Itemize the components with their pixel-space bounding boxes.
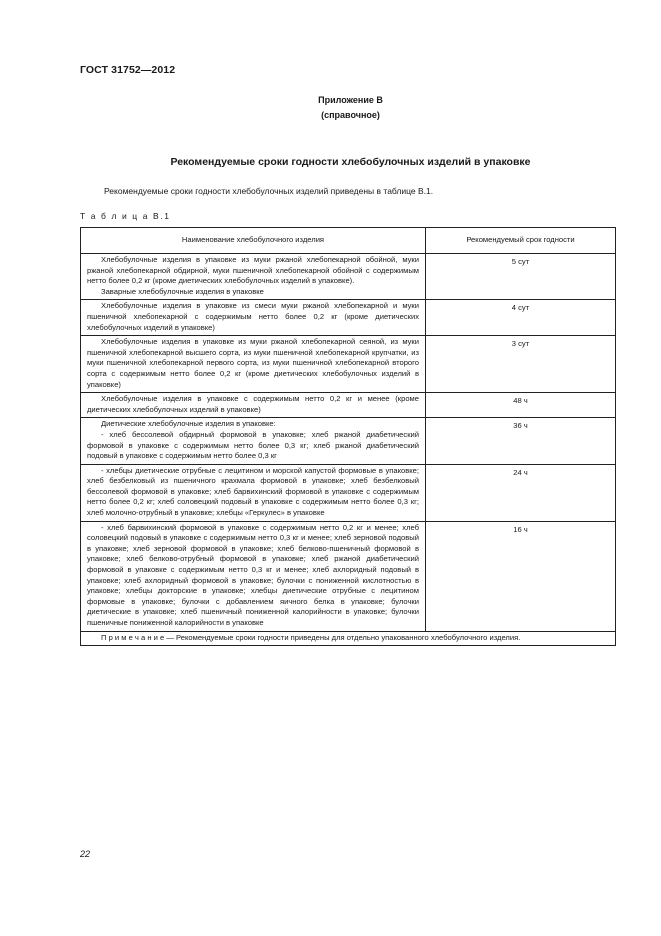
product-name-extra-text: Заварные хлебобулочные изделия в упаковке — [101, 286, 264, 296]
table-header-row — [81, 228, 616, 254]
shelf-life-cell: 24 ч — [426, 464, 616, 521]
product-name-cell — [81, 418, 426, 464]
section-title: Рекомендуемые сроки годности хлебобулочных изделий в упаковке — [170, 156, 531, 168]
document-code: ГОСТ 31752—2012 — [80, 64, 176, 76]
shelf-life-cell: 5 сут — [426, 254, 616, 300]
page-number: 22 — [80, 849, 91, 859]
product-name-cell: Хлебобулочные изделия в упаковке из смеси муки ржаной хлебопекарной и муки пшеничной хлебопекарной с содержимым нетто более 0,2 кг (кроме диетических хлебобулочных изделий в упаковке) — [81, 300, 426, 336]
product-name-cell — [81, 254, 426, 300]
annex-subtitle: (справочное) — [321, 110, 380, 120]
product-name-cell: - хлебцы диетические отрубные с лецитином и морской капустой формовые в упаковке; хлеб безбелковый из пшеничного крахмала формовой в упаковке; хлеб безбелковый бессолевой формовой в упаковке; хлеб барвихинский формовой в упаковке с содержимым нетто более 0,2 кг; хлеб соловецкий подовый в упаковке с содержимым нетто более 0,3 кг; хлеб молочно-отрубный в упаковке; хлебцы «Геркулес» в упаковке — [81, 464, 426, 521]
product-name-cell: Хлебобулочные изделия в упаковке из муки ржаной хлебопекарной сеяной, из муки пшеничной хлебопекарной высшего сорта, из муки пшеничной хлебопекарной крупчатки, из муки пшеничной хлебопекарной первого сорта, из муки пшеничной хлебопекарной второго сорта с содержимым нетто более 0,2 кг (кроме диетических хлебобулочных изделий в упаковке) — [81, 336, 426, 393]
annex-title: Приложение В — [318, 95, 383, 105]
table-row — [81, 300, 616, 336]
table-row — [81, 393, 616, 418]
table-row — [81, 418, 616, 464]
shelf-life-cell: 3 сут — [426, 336, 616, 393]
product-name-text: Диетические хлебобулочные изделия в упаковке: — [101, 419, 276, 429]
table-note-row — [81, 631, 616, 646]
shelf-life-cell: 16 ч — [426, 521, 616, 631]
intro-paragraph: Рекомендуемые сроки годности хлебобулочных изделий приведены в таблице В.1. — [104, 186, 434, 196]
note-label: П р и м е ч а н и е — [101, 632, 165, 642]
shelf-life-cell: 36 ч — [426, 418, 616, 464]
table-row — [81, 521, 616, 631]
note-text: — Рекомендуемые сроки годности приведены для отдельно упакованного хлебобулочного изделия. — [164, 632, 521, 642]
product-name-text: Хлебобулочные изделия в упаковке из муки ржаной хлебопекарной обойной, муки ржаной хлебопекарной обдирной, муки пшеничной хлебопекарной обойной с содержимым нетто более 0,2 кг (кроме диетических хлебобулочных изделий в упаковке). — [87, 255, 419, 286]
table-row — [81, 464, 616, 521]
shelf-life-table — [80, 227, 616, 646]
table-note — [81, 631, 616, 646]
table-caption: Т а б л и ц а В.1 — [80, 211, 171, 221]
column-header-product-name: Наименование хлебобулочного изделия — [81, 228, 426, 254]
column-header-shelf-life: Рекомендуемый срок годности — [426, 228, 616, 254]
product-name-extra-text: - хлеб бессолевой обдирный формовой в упаковке; хлеб ржаной диабетический формовой в упаковке с содержимым нетто более 0,3 кг; хлеб ржаной диабетический подовый в упаковке с содержимым нетто более 0,3 кг — [87, 429, 419, 461]
product-name-cell: Хлебобулочные изделия в упаковке с содержимым нетто 0,2 кг и менее (кроме диетических хлебобулочных изделий в упаковке) — [81, 393, 426, 418]
product-name-cell: - хлеб барвихинский формовой в упаковке с содержимым нетто 0,2 кг и менее; хлеб соловецкий подовый в упаковке с содержимым нетто 0,3 кг и менее; хлеб зерновой подовый в упаковке; хлеб зерновой формовой в упаковке; хлеб белково-пшеничный формовой в упаковке; хлеб белково-отрубный формовой в упаковке; хлеб ржаной диабетический формовой в упаковке с содержимым нетто 0,3 кг и менее; хлеб ахлоридный подовый в упаковке; хлеб ахлоридный формовой в упаковке; булочки с пониженной кислотностью в упаковке; хлебцы докторские в упаковке; хлебцы диетические отрубные с лецитином формовые в упаковке; булочки с добавлением яичного белка в упаковке; булочки диетические в упаковке; хлеб пшеничный пониженной калорийности в упаковке; булочки пшеничные пониженной калорийности в упаковке — [81, 521, 426, 631]
shelf-life-cell: 48 ч — [426, 393, 616, 418]
table-row — [81, 254, 616, 300]
shelf-life-cell: 4 сут — [426, 300, 616, 336]
table-row — [81, 336, 616, 393]
